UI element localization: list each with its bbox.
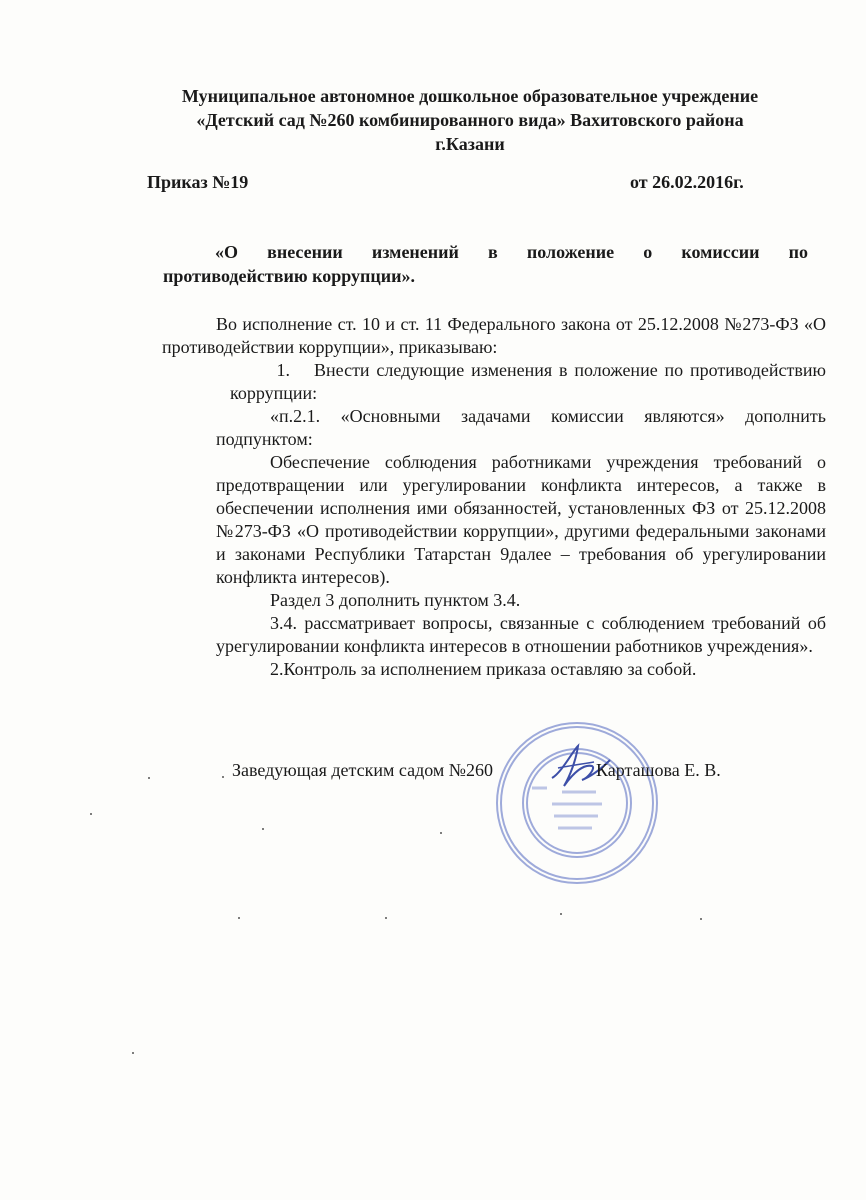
- signatory-name: Карташова Е. В.: [596, 760, 721, 780]
- section-3-text: Раздел 3 дополнить пунктом 3.4.: [270, 590, 521, 610]
- order-number: Приказ №19: [147, 172, 249, 192]
- scan-speck: [238, 917, 240, 919]
- order-body: [162, 313, 826, 681]
- scan-speck: [385, 917, 387, 919]
- order-date: от 26.02.2016г.: [630, 172, 744, 192]
- subject-line-1-text: «О внесении изменений в положение о комиссии по: [215, 242, 808, 262]
- header-line-1: Муниципальное автономное дошкольное образовательное учреждение: [181, 86, 759, 106]
- item-1-number: 1.: [276, 360, 290, 380]
- clause-3-4-text: 3.4. рассматривает вопросы, связанные с соблюдением требований об урегулировании конфликта интересов в отношении работников учреждения».: [216, 613, 826, 656]
- scan-speck: [148, 777, 150, 779]
- intro-paragraph: [162, 313, 826, 359]
- scan-speck: [90, 813, 92, 815]
- provision-text: Обеспечение соблюдения работниками учреждения требований о предотвращении или урегулировании конфликта интересов, а также в обеспечении исполнения ими обязанностей, установленных ФЗ от 25.12.2008 №273-ФЗ «О противодействии коррупции», другими федеральными законами и законами Республики Татарстан 9далее – требования об урегулировании конфликта интересов).: [216, 452, 826, 587]
- signatory-position: Заведующая детским садом №260: [232, 760, 493, 780]
- scan-speck: [262, 828, 264, 830]
- item-2-text: 2.Контроль за исполнением приказа оставляю за собой.: [270, 659, 697, 679]
- intro-text: Во исполнение ст. 10 и ст. 11 Федерального закона от 25.12.2008 №273-ФЗ «О противодействии коррупции», приказываю:: [162, 314, 826, 357]
- header-line-3: г.Казани: [435, 134, 505, 154]
- section-3-paragraph: [216, 589, 826, 612]
- scan-speck: [560, 913, 562, 915]
- provision-paragraph: [216, 451, 826, 589]
- institution-header: [140, 84, 800, 156]
- scan-speck: [222, 776, 224, 778]
- item-2: [216, 658, 826, 681]
- subject-line-1: [163, 240, 808, 264]
- order-subject: [163, 240, 808, 288]
- scan-speck: [132, 1052, 134, 1054]
- scan-speck: [700, 918, 702, 920]
- item-1: [216, 359, 826, 405]
- scan-speck: [440, 832, 442, 834]
- clause-3-4: [216, 612, 826, 658]
- item-1-text: Внести следующие изменения в положение по противодействию коррупции:: [230, 360, 826, 403]
- clause-2-1-text: «п.2.1. «Основными задачами комиссии являются» дополнить подпунктом:: [216, 406, 826, 449]
- clause-2-1: [216, 405, 826, 451]
- header-line-2: «Детский сад №260 комбинированного вида» Вахитовского района: [196, 110, 744, 130]
- subject-line-2: противодействию коррупции».: [163, 266, 415, 286]
